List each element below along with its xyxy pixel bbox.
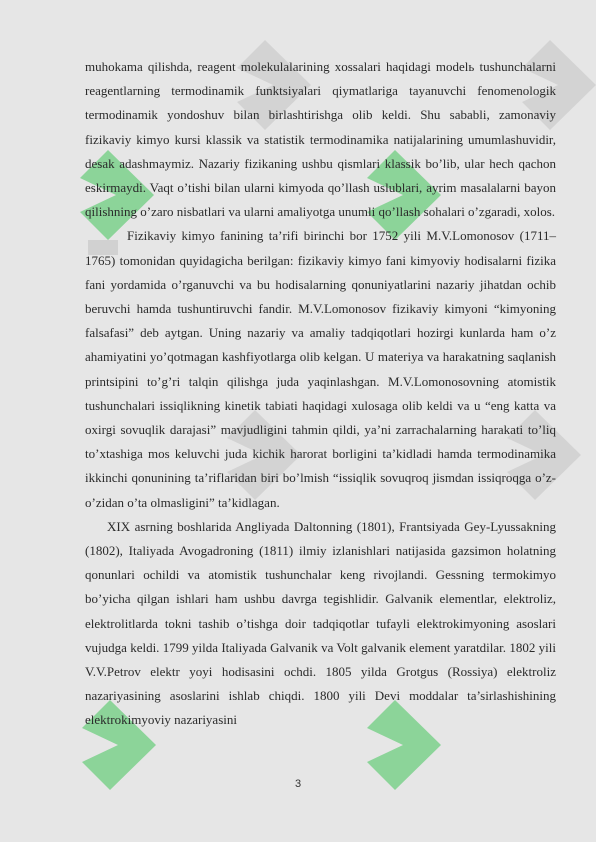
page-number: 3 — [294, 778, 302, 790]
paragraph: Fizikaviy kimyo fanining ta’rifi birinchi bor 1752 yili M.V.Lomonosov (1711–1765) tomonidan quyidagicha berilgan: fizikaviy kimyo fani kimyoviy hodisalarni fizika fani yordamida o’rganuvchi va bu hodisalarning qonuniyatlarini nazariy jihatdan ochib beruvchi hamda tushuntiruvchi fandir. M.V.Lomonosov fizikaviy kimyoni “kimyoning falsafasi” deb aytgan. Uning nazariy va amaliy tadqiqotlari hozirgi kunlarda ham o’z ahamiyatini yo’qotmagan kashfiyotlarga olib kelgan. U materiya va harakatning saqlanish printsipini to’g’ri talqin qilishga juda yaqinlashgan. M.V.Lomonosovning atomistik tushunchalari issiqlikning kinetik tabiati haqidagi xulosaga olib keldi va u “eng katta va oxirgi sovuqlik darajasi” mavjudligini tahmin qildi, ya’ni zarrachalarning harakati to’liq to’xtashiga mos keluvchi juda kichik harorat borligini ta’kidladi hamda termodinamika ikkinchi qonunining ta’riflaridan biri bo’lmish “issiqlik sovuqroq jismdan issiqroqga o’z-o’zidan o’ta olmasligini” ta’kidlagan. — [85, 228, 556, 510]
paragraph: XIX asrning boshlarida Angliyada Daltonning (1801), Frantsiyada Gey-Lyussakning (1802), Italiyada Avogadroning (1811) ilmiy izlanishlari natijasida gazsimon holatning qonunlari ochildi va atomistik tushunchalar keng rivojlandi. Gessning termokimyo bo’yicha qilgan ishlari ham ushbu davrga tegishlidir. Galvanik elementlar, elektroliz, elektrolitlarda tokni tashib o’tishga doir tadqiqotlar tufayli elektrokimyoning asoslari vujudga keldi. 1799 yilda Italiyada Galvanik va Volt galvanik element yaratdilar. 1802 yili V.V.Petrov elektr yoyi hodisasini ochdi. 1805 yilda Grotgus (Rossiya) elektroliz nazariyasining asoslarini ishlab chiqdi. 1800 yili Devi moddalar ta’sirlashishining elektrokimyoviy nazariyasini — [85, 518, 556, 728]
paragraph: muhokama qilishda, reagent molekulalarining xossalari haqidagi modelь tushunchalarni reagentlarning termodinamik funktsiyalari qiymatlariga tayanuvchi fenomenologik termodinamik yondoshuv bilan birlashtirishga olib keldi. Shu sababli, zamonaviy fizikaviy kimyo kursi klassik va statistik termodinamika natijalarining umumlashuvidir, desak adashmaymiz. Nazariy fizikaning ushbu qismlari klassik bo’lib, ular hech qachon eskirmaydi. Vaqt o’tishi bilan ularni kimyoda qo’llash uslublari, ayrim masalalarni bayon qilishning o’zaro nisbatlari va ularni amaliyotga unumli qo’llash sohalari o’zgaradi, xolos. — [85, 59, 556, 220]
document-body — [85, 55, 556, 733]
